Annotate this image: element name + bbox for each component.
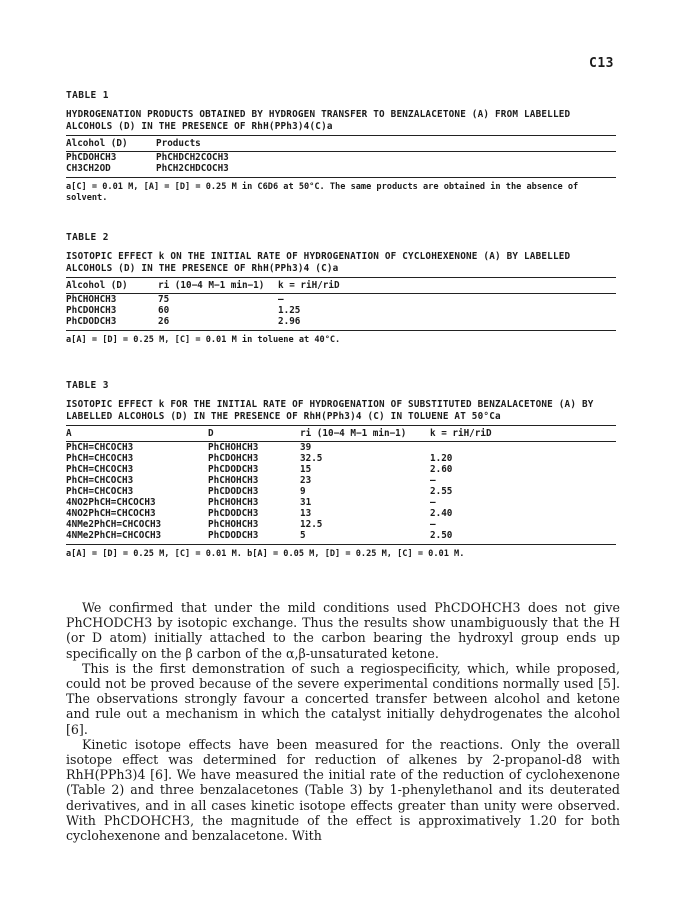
table-cell: 13 [300, 508, 312, 519]
table-cell: PhCDODCH3 [66, 316, 117, 327]
table-cell: — [430, 497, 436, 508]
table-cell: 39 [300, 442, 312, 453]
table-cell: 9 [300, 486, 306, 497]
table-cell: PhCDODCH3 [208, 464, 259, 475]
table-row [66, 464, 616, 475]
table-2-header: ri (10−4 M−1 min−1) [158, 280, 265, 291]
table-3-header: D [208, 428, 214, 439]
table-1-caption: HYDROGENATION PRODUCTS OBTAINED BY HYDROGEN TRANSFER TO BENZALACETONE (A) FROM LABELLED ALCOHOLS (D) IN THE PRESENCE OF RhH(PPh3)4(C)a [66, 109, 571, 132]
table-cell: 4NO2PhCH=CHCOCH3 [66, 508, 156, 519]
table-cell: PhCDOHCH3 [66, 152, 117, 163]
table-cell: 1.20 [430, 453, 453, 464]
table-1-grid [66, 136, 616, 174]
table-cell: 2.40 [430, 508, 453, 519]
table-row [66, 163, 616, 174]
table-row [66, 453, 616, 464]
table-cell: PhCHOHCH3 [66, 294, 117, 305]
table-row [66, 152, 616, 164]
table-cell: CH3CH2OD [66, 163, 111, 174]
table-cell: 15 [300, 464, 312, 475]
table-2 [66, 232, 616, 346]
table-cell: 32.5 [300, 453, 323, 464]
table-cell: 31 [300, 497, 312, 508]
table-3-footnote: a[A] = [D] = 0.25 M, [C] = 0.01 M. b[A] = 0.05 M, [D] = 0.25 M, [C] = 0.01 M. [66, 549, 465, 559]
table-cell: 2.55 [430, 486, 453, 497]
table-cell: PhCH=CHCOCH3 [66, 453, 134, 464]
table-cell: PhCH=CHCOCH3 [66, 442, 134, 453]
paragraph: Kinetic isotope effects have been measured for the reactions. Only the overall isotope effect was determined for reduction of alkenes by 2-propanol-d8 with RhH(PPh3)4 [6]. We have measured the initial rate of the reduction of cyclohexenone (Table 2) and three benzalacetones (Table 3) by 1-phenylethanol and its deuterated derivatives, and in all cases kinetic isotope effects greater than unity were observed. With PhCDOHCH3, the magnitude of the effect is approximatively 1.20 for both cyclohexenone and benzalacetone. With [66, 736, 620, 844]
table-cell: 26 [158, 316, 170, 327]
table-3-header: A [66, 428, 72, 439]
table-row [66, 497, 616, 508]
table-cell: 2.50 [430, 530, 453, 541]
table-cell: 4NMe2PhCH=CHCOCH3 [66, 530, 162, 541]
table-row [66, 316, 616, 327]
table-cell: — [430, 519, 436, 530]
table-row [66, 305, 616, 316]
table-cell: 75 [158, 294, 170, 305]
table-cell: PhCDODCH3 [208, 530, 259, 541]
table-cell: PhCH=CHCOCH3 [66, 464, 134, 475]
table-cell: PhCDODCH3 [208, 486, 259, 497]
table-2-label: TABLE 2 [66, 232, 109, 243]
table-1-label: TABLE 1 [66, 90, 109, 101]
table-cell: PhCHOHCH3 [208, 519, 259, 530]
table-3-label: TABLE 3 [66, 380, 109, 391]
table-cell: 60 [158, 305, 170, 316]
table-cell: — [430, 475, 436, 486]
table-cell: PhCH=CHCOCH3 [66, 475, 134, 486]
table-cell: PhCHDCH2COCH3 [156, 152, 229, 163]
table-cell: PhCHOHCH3 [208, 475, 259, 486]
table-cell: 2.60 [430, 464, 453, 475]
table-2-header: Alcohol (D) [66, 280, 128, 291]
table-cell: 2.96 [278, 316, 301, 327]
table-cell: PhCDODCH3 [208, 508, 259, 519]
table-3 [66, 380, 616, 560]
table-row [66, 442, 616, 454]
table-row [66, 475, 616, 486]
page-number: C13 [589, 56, 614, 71]
table-cell: — [278, 294, 284, 305]
table-1-header: Alcohol (D) [66, 138, 128, 149]
table-cell: PhCHOHCH3 [208, 497, 259, 508]
table-cell: PhCHOHCH3 [208, 442, 259, 453]
table-cell: PhCH=CHCOCH3 [66, 486, 134, 497]
table-row [66, 486, 616, 497]
table-1 [66, 90, 616, 204]
table-cell: PhCDOHCH3 [208, 453, 259, 464]
body-text [66, 600, 620, 843]
table-3-caption: ISOTOPIC EFFECT k FOR THE INITIAL RATE OF HYDROGENATION OF SUBSTITUTED BENZALACETONE (A) BY LABELLED ALCOHOLS (D) IN THE PRESENCE OF RhH(PPh3)4 (C) IN TOLUENE AT 50°Ca [66, 399, 594, 422]
table-cell: PhCH2CHDCOCH3 [156, 163, 229, 174]
table-cell [430, 442, 616, 454]
table-cell: 23 [300, 475, 312, 486]
table-row [66, 530, 616, 541]
table-row [66, 508, 616, 519]
paragraph: This is the first demonstration of such a regiospecificity, which, while proposed, could not be proved because of the severe experimental conditions normally used [5]. The observations strongly favour a concerted transfer between alcohol and ketone and rule out a mechanism in which the catalyst initially dehydrogenates the alcohol [6]. [66, 660, 620, 737]
table-1-footnote: a[C] = 0.01 M, [A] = [D] = 0.25 M in C6D6 at 50°C. The same products are obtained in the absence of solvent. [66, 182, 579, 203]
table-2-header: k = riH/riD [278, 280, 340, 291]
table-3-header: ri (10−4 M−1 min−1) [300, 428, 407, 439]
table-3-header: k = riH/riD [430, 428, 492, 439]
table-cell: PhCDOHCH3 [66, 305, 117, 316]
table-3-grid [66, 426, 616, 541]
table-cell: 4NO2PhCH=CHCOCH3 [66, 497, 156, 508]
table-cell: 5 [300, 530, 306, 541]
table-cell: 1.25 [278, 305, 301, 316]
table-2-footnote: a[A] = [D] = 0.25 M, [C] = 0.01 M in toluene at 40°C. [66, 335, 341, 345]
paragraph: We confirmed that under the mild conditions used PhCDOHCH3 does not give PhCHODCH3 by isotopic exchange. Thus the results show unambiguously that the H (or D atom) initially attached to the carbon bearing the hydroxyl group ends up specifically on the β carbon of the α,β-unsaturated ketone. [66, 600, 620, 661]
table-2-grid [66, 278, 616, 327]
table-row [66, 519, 616, 530]
table-cell: 12.5 [300, 519, 323, 530]
table-row [66, 294, 616, 306]
table-2-caption: ISOTOPIC EFFECT k ON THE INITIAL RATE OF HYDROGENATION OF CYCLOHEXENONE (A) BY LABELLED ALCOHOLS (D) IN THE PRESENCE OF RhH(PPh3)4 (C)a [66, 251, 571, 274]
table-1-header: Products [156, 138, 201, 149]
table-cell: 4NMe2PhCH=CHCOCH3 [66, 519, 162, 530]
